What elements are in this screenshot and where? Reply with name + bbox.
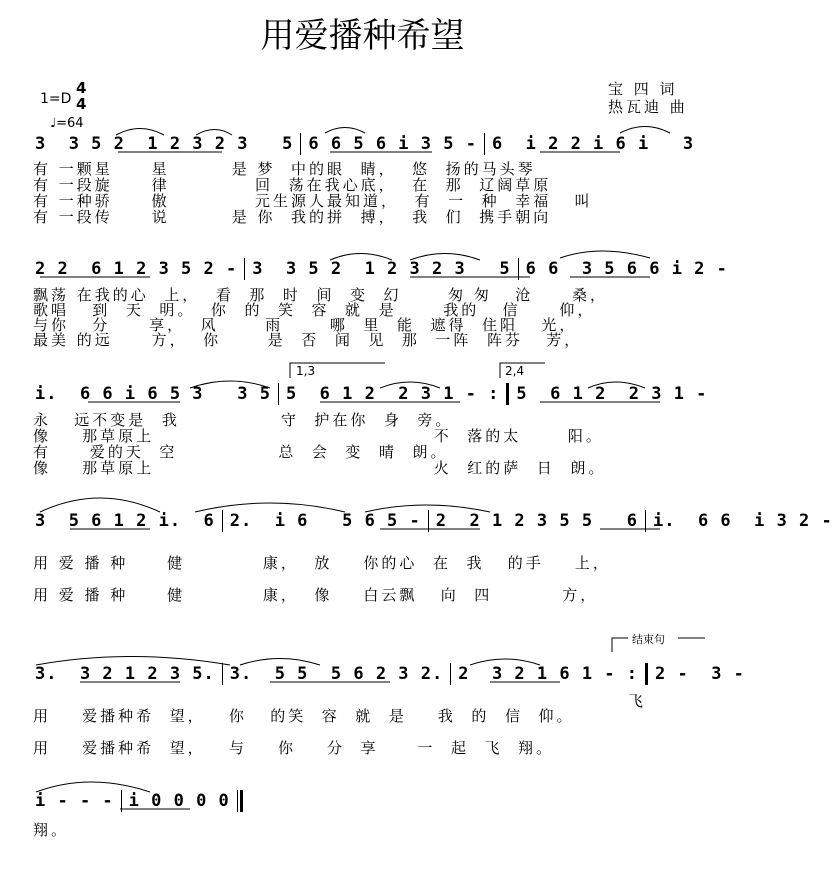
measure: 3 5 6 1 2 i. 6 bbox=[35, 511, 215, 531]
lyric-line: 用 爱 播 种 健 康， 像 白云飘 向 四 方， bbox=[33, 586, 599, 604]
repeat-end-sign: : bbox=[476, 384, 500, 404]
lyric-line: 与你 分 享， 风 雨 哪 里 能 遮得 住阳 光， bbox=[33, 316, 578, 334]
slur bbox=[620, 127, 670, 134]
lyric-line: 有 一段传 说 是 你 我的拼 搏， 我 们 携手朝向 bbox=[33, 208, 552, 226]
volta-first-label: 1,3 bbox=[296, 364, 316, 378]
measure: i. 6 6 i 6 5 3 3 5 bbox=[35, 384, 271, 404]
measure: 2. i 6 5 6 5 - bbox=[229, 511, 421, 531]
lyric-line: 用 爱播种希 望， 与 你 分 享 一 起 飞 翔。 bbox=[33, 739, 555, 757]
coda-bracket bbox=[612, 638, 628, 652]
measure: 2 - 3 - bbox=[655, 664, 745, 684]
time-signature-bottom: 4 bbox=[76, 95, 87, 113]
ending-lyric: 飞 bbox=[628, 692, 644, 710]
measure: 5 6 1 2 2 3 1 - bbox=[285, 384, 477, 404]
composer-credit: 热瓦迪 曲 bbox=[608, 98, 688, 116]
measure: 2 2 6 1 2 3 5 2 - bbox=[35, 259, 238, 279]
measure: 5 6 1 2 2 3 1 - bbox=[516, 384, 708, 404]
lyric-line: 有 一段旋 律 回 荡在我心底， 在 那 辽阔草原 bbox=[33, 176, 552, 194]
tempo-value: =64 bbox=[56, 116, 84, 131]
measure: i - - - bbox=[35, 791, 114, 811]
lyric-line: 最美 的远 方， 你 是 否 闻 见 那 一阵 阵芬 芳， bbox=[33, 331, 583, 349]
quarter-note-icon: ♩ bbox=[50, 116, 57, 131]
measure: 3. 3 2 1 2 3 5. bbox=[35, 664, 215, 684]
slur bbox=[116, 129, 164, 136]
slur bbox=[40, 498, 160, 512]
repeat-end-sign: : bbox=[615, 664, 639, 684]
measure: 6 i 2 2 i 6 i 3 bbox=[491, 134, 695, 154]
slur bbox=[380, 382, 440, 388]
rhythm-underlines bbox=[40, 152, 660, 809]
slur bbox=[410, 254, 480, 261]
slur bbox=[330, 254, 392, 261]
measure: 6 6 3 5 6 6 i 2 - bbox=[525, 259, 728, 279]
slur bbox=[36, 782, 150, 792]
lyric-line: 像 那草原上 不 落的太 阳。 bbox=[33, 427, 604, 445]
measure: 3 3 5 2 1 2 3 2 3 5 bbox=[252, 259, 511, 279]
lyric-line: 有 爱的天 空 总 会 变 晴 朗。 bbox=[33, 443, 449, 461]
slur bbox=[470, 659, 540, 665]
lyric-line: 翔。 bbox=[33, 821, 70, 839]
slur bbox=[196, 130, 232, 136]
measure: 3. 5 5 5 6 2 3 2. bbox=[229, 664, 444, 684]
measure: 2 2 1 2 3 5 5 6 bbox=[435, 511, 638, 531]
measure: i. 6 6 i 3 2 - bbox=[653, 511, 833, 531]
lyric-line: 像 那草原上 火 红的萨 日 朗。 bbox=[33, 459, 607, 477]
lyric-line: 有 一种骄 傲 元生源人最知道， 有 一 种 幸福 叫 bbox=[33, 192, 593, 210]
lyric-line: 用 爱播种希 望， 你 的笑 容 就 是 我 的 信 仰。 bbox=[33, 707, 575, 725]
lyric-line: 永 远不变是 我 守 护在你 身 旁。 bbox=[33, 411, 454, 429]
slur bbox=[36, 657, 230, 666]
measure: 6 6 5 6 i 3 5 - bbox=[308, 134, 477, 154]
slur bbox=[195, 503, 345, 512]
lyric-line: 飘荡 在我的心 上， 看 那 时 间 变 幻 匆 匆 沧 桑， bbox=[33, 286, 609, 304]
volta-second-label: 2,4 bbox=[505, 364, 525, 378]
slur bbox=[240, 659, 320, 666]
slur bbox=[365, 505, 490, 512]
lyricist-credit: 宝 四 词 bbox=[608, 80, 678, 98]
lyric-line: 用 爱 播 种 健 康， 放 你的心 在 我 的手 上， bbox=[33, 554, 611, 572]
lyric-line: 歌唱 到 天 明。 你 的 笑 容 就 是 我的 信 仰， bbox=[33, 301, 596, 319]
measure: i 0 0 0 0 bbox=[128, 791, 230, 811]
key-signature: 1=D bbox=[40, 91, 72, 107]
slur bbox=[588, 382, 645, 388]
time-signature-top: 4 bbox=[76, 79, 87, 97]
song-title: 用爱播种希望 bbox=[260, 16, 465, 56]
lyric-line: 有 一颗星 星 是 梦 中的眼 睛， 悠 扬的马头琴 bbox=[33, 160, 536, 178]
slur bbox=[190, 381, 270, 388]
measure: 2 3 2 1 6 1 - bbox=[458, 664, 616, 684]
slur bbox=[325, 128, 365, 134]
measure: 3 3 5 2 1 2 3 2 3 5 bbox=[35, 134, 294, 154]
slur bbox=[560, 251, 650, 258]
coda-label: 结束句 bbox=[632, 633, 665, 646]
